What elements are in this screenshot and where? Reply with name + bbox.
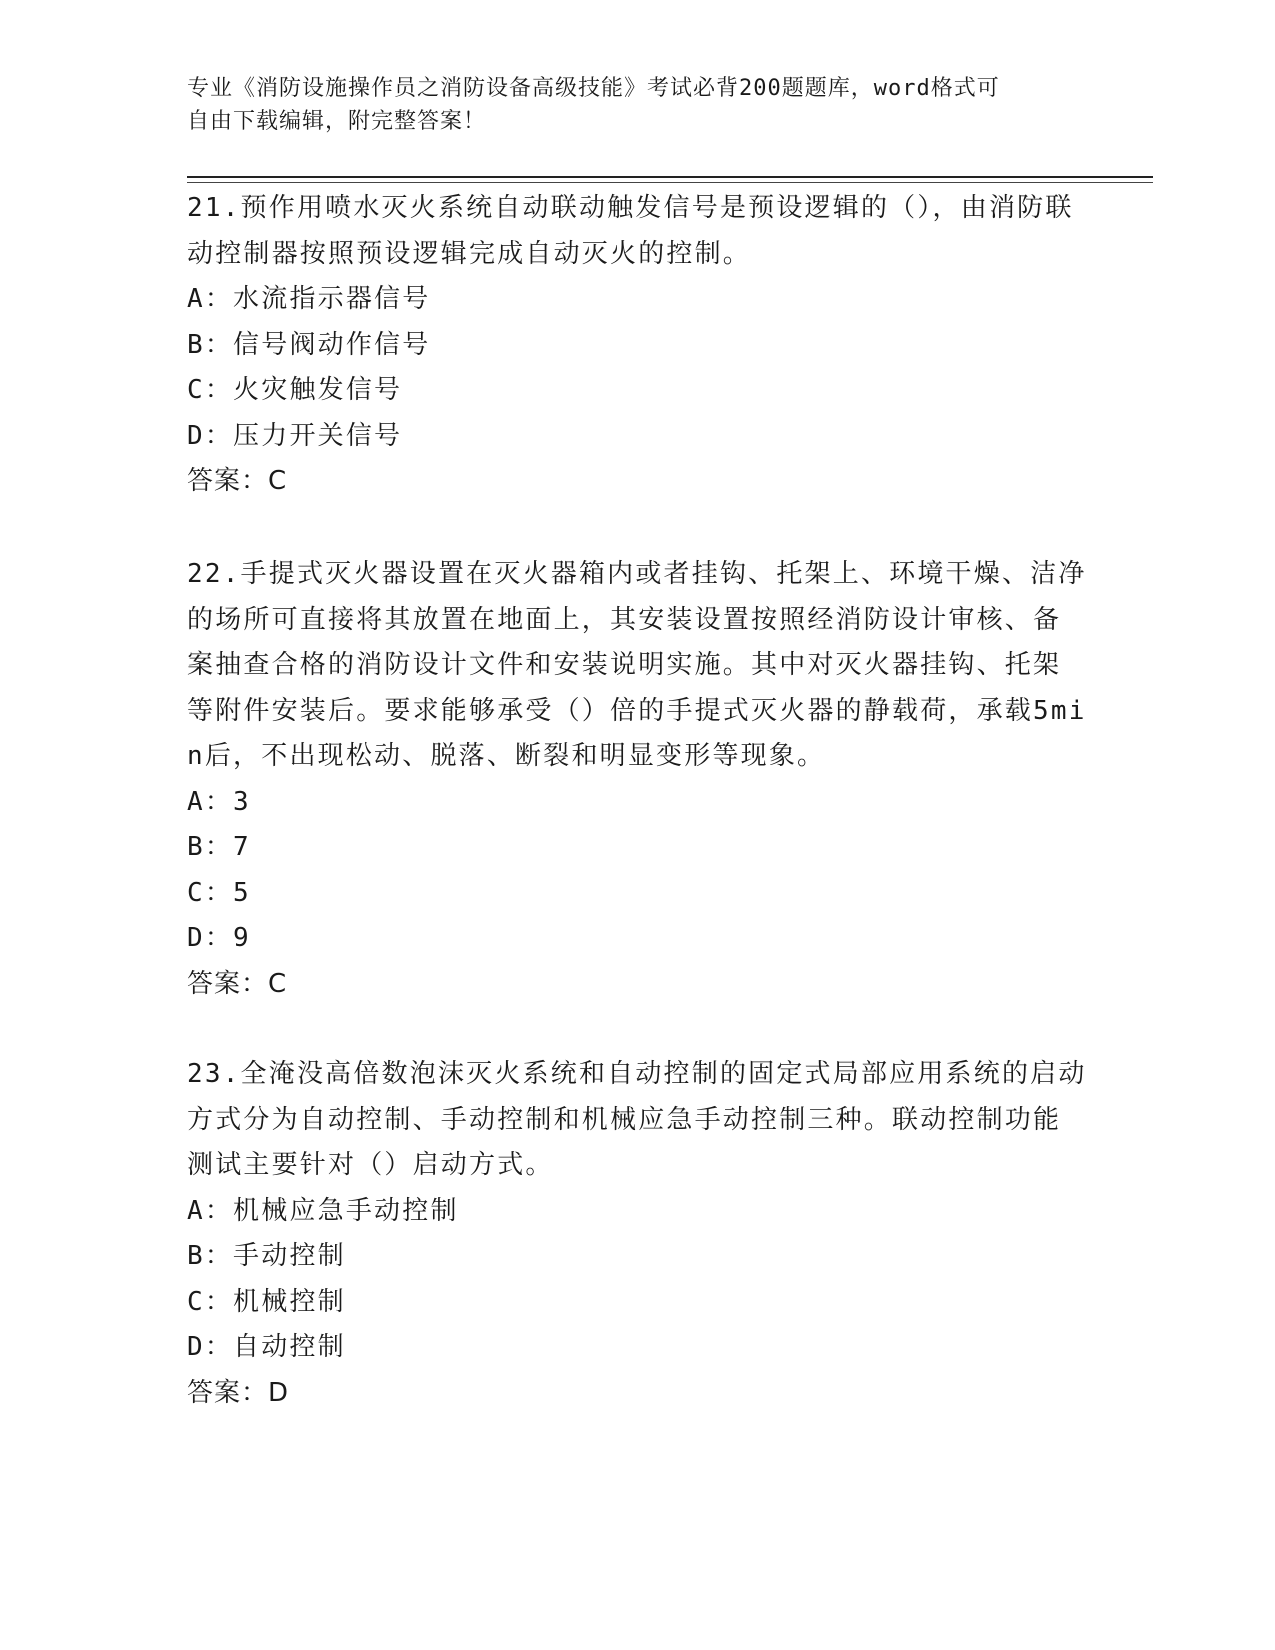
header-line-1: 专业《消防设施操作员之消防设备高级技能》考试必背200题题库，word格式可 bbox=[187, 76, 1000, 101]
answer: 答案：C bbox=[187, 968, 288, 999]
option-a: A：机械应急手动控制 bbox=[187, 1195, 459, 1226]
option-d: D：压力开关信号 bbox=[187, 420, 403, 451]
option-c: C：5 bbox=[187, 877, 251, 908]
option-c: C：机械控制 bbox=[187, 1286, 346, 1317]
option-d: D：9 bbox=[187, 923, 251, 953]
option-c: C：火灾触发信号 bbox=[187, 375, 403, 405]
option-a: A：3 bbox=[187, 786, 251, 817]
header-divider-thin bbox=[187, 182, 1153, 183]
option-b: B：信号阀动作信号 bbox=[187, 329, 431, 360]
option-a: A：水流指示器信号 bbox=[187, 284, 431, 314]
option-b: B：7 bbox=[187, 832, 251, 862]
answer: 答案：D bbox=[187, 1377, 290, 1408]
question-21 bbox=[187, 186, 1087, 505]
question-23 bbox=[187, 1052, 1087, 1416]
answer: 答案：C bbox=[187, 466, 288, 496]
header-divider-thick bbox=[187, 176, 1153, 178]
option-b: B：手动控制 bbox=[187, 1241, 346, 1271]
question-text: 22.手提式灭火器设置在灭火器箱内或者挂钩、托架上、环境干燥、洁净的场所可直接将其放置在地面上，其安装设置按照经消防设计审核、备案抽查合格的消防设计文件和安装说明实施。其中对灭火器挂钩、托架等附件安装后。要求能够承受（）倍的手提式灭火器的静载荷，承载5min后，不出现松动、脱落、断裂和明显变形等现象。 bbox=[187, 559, 1087, 771]
question-22 bbox=[187, 552, 1087, 1007]
question-text: 21.预作用喷水灭火系统自动联动触发信号是预设逻辑的（），由消防联动控制器按照预设逻辑完成自动灭火的控制。 bbox=[187, 193, 1074, 269]
document-header bbox=[187, 72, 1067, 138]
header-line-2: 自由下载编辑，附完整答案！ bbox=[187, 109, 487, 134]
option-d: D：自动控制 bbox=[187, 1332, 346, 1362]
question-text: 23.全淹没高倍数泡沫灭火系统和自动控制的固定式局部应用系统的启动方式分为自动控制、手动控制和机械应急手动控制三种。联动控制功能测试主要针对（）启动方式。 bbox=[187, 1059, 1087, 1180]
